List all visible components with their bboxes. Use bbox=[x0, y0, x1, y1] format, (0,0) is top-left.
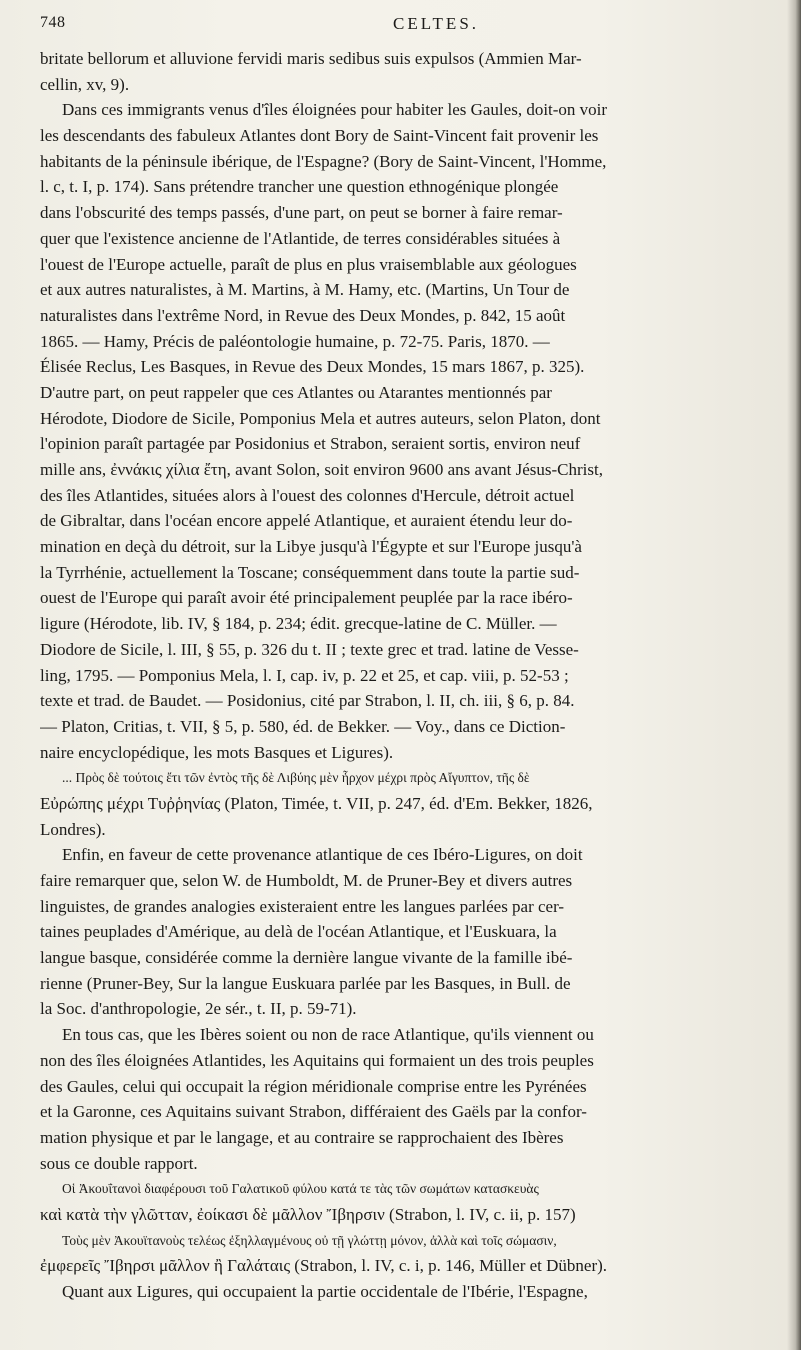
text-line: des îles Atlantides, situées alors à l'ouest des colonnes d'Hercule, détroit actuel bbox=[40, 485, 575, 505]
text-line: l. c, t. I, p. 174). Sans prétendre trancher une question ethnogénique plongée bbox=[40, 177, 559, 197]
text-line: sous ce double rapport. bbox=[40, 1153, 198, 1173]
text-line: texte et trad. de Baudet. — Posidonius, cité par Strabon, l. II, ch. iii, § 6, p. 84. bbox=[40, 691, 575, 711]
body-text bbox=[40, 46, 778, 1305]
page-header bbox=[40, 0, 780, 40]
text-line: langue basque, considérée comme la dernière langue vivante de la famille ibé- bbox=[40, 948, 573, 968]
text-line: dans l'obscurité des temps passés, d'une part, on peut se borner à faire remar- bbox=[40, 203, 563, 223]
text-line: ouest de l'Europe qui paraît avoir été principalement peuplée par la race ibéro- bbox=[40, 588, 573, 608]
text-line: ἐμφερεῖς Ἴβηρσι μᾶλλον ἢ Γαλάταις (Strabon, l. IV, c. i, p. 146, Müller et Dübner). bbox=[40, 1256, 608, 1276]
text-line: faire remarquer que, selon W. de Humboldt, M. de Pruner-Bey et divers autres bbox=[40, 871, 573, 890]
text-line: linguistes, de grandes analogies existeraient entre les langues parlées par cer- bbox=[40, 896, 565, 916]
text-line: Οἱ Ἀκουΐτανοὶ διαφέρουσι τοῦ Γαλατικοῦ φύλου κατά τε τὰς τῶν σωμάτων κατασκευὰς bbox=[62, 1181, 539, 1197]
text-line: Hérodote, Diodore de Sicile, Pomponius Mela et autres auteurs, selon Platon, dont bbox=[40, 408, 601, 428]
text-line: des Gaules, celui qui occupait la région méridionale comprise entre les Pyrénées bbox=[40, 1076, 587, 1096]
text-line: ling, 1795. — Pomponius Mela, l. I, cap. iv, p. 22 et 25, et cap. viii, p. 52-53 ; bbox=[40, 665, 569, 685]
text-line: mination en deçà du détroit, sur la Libye jusqu'à l'Égypte et sur l'Europe jusqu'à bbox=[40, 537, 582, 557]
text-line: mation physique et par le langage, et au contraire se rapprochaient des Ibères bbox=[40, 1127, 564, 1147]
text-line: naire encyclopédique, les mots Basques et Ligures). bbox=[40, 742, 394, 762]
text-line: l'ouest de l'Europe actuelle, paraît de plus en plus vraisemblable aux géologues bbox=[40, 254, 577, 274]
text-line: les descendants des fabuleux Atlantes dont Bory de Saint-Vincent fait provenir les bbox=[40, 126, 599, 146]
text-line: καὶ κατὰ τὴν γλῶτταν, ἐοίκασι δὲ μᾶλλον Ἴβηρσιν (Strabon, l. IV, c. ii, p. 157) bbox=[40, 1204, 576, 1224]
text-line: D'autre part, on peut rappeler que ces Atlantes ou Atarantes mentionnés par bbox=[40, 382, 552, 402]
text-line: Londres). bbox=[40, 819, 106, 839]
text-line: taines peuplades d'Amérique, au delà de l'océan Atlantique, et l'Euskuara, la bbox=[40, 922, 557, 942]
text-line: Εὐρώπης μέχρι Τυῤῥηνίας (Platon, Timée, t. VII, p. 247, éd. d'Em. Bekker, 1826, bbox=[40, 793, 593, 813]
text-line: Quant aux Ligures, qui occupaient la partie occidentale de l'Ibérie, l'Espagne, bbox=[62, 1282, 588, 1301]
text-line: ... Πρὸς δὲ τούτοις ἔτι τῶν ἐντὸς τῆς δὲ Λιβύης μὲν ἦρχον μέχρι πρὸς Αἴγυπτον, τῆς δὲ bbox=[62, 770, 530, 786]
text-line: mille ans, ἐννάκις χίλια ἔτη, avant Solon, soit environ 9600 ans avant Jésus-Christ, bbox=[40, 460, 603, 479]
page-edge-shadow bbox=[787, 0, 801, 1350]
text-line: habitants de la péninsule ibérique, de l'Espagne? (Bory de Saint-Vincent, l'Homme, bbox=[40, 151, 607, 171]
text-line: Diodore de Sicile, l. III, § 55, p. 326 du t. II ; texte grec et trad. latine de Vesse- bbox=[40, 639, 579, 659]
text-line: et la Garonne, ces Aquitains suivant Strabon, différaient des Gaëls par la confor- bbox=[40, 1102, 587, 1122]
text-line: Τοὺς μὲν Ἀκουϊτανοὺς τελέως ἐξηλλαγμένους οὐ τῇ γλώττῃ μόνον, ἀλλὰ καὶ τοῖς σώμασιν, bbox=[62, 1232, 557, 1248]
text-line: la Soc. d'anthropologie, 2e sér., t. II, p. 59-71). bbox=[40, 999, 357, 1019]
text-line: britate bellorum et alluvione fervidi maris sedibus suis expulsos (Ammien Mar- bbox=[40, 49, 582, 68]
text-line: Dans ces immigrants venus d'îles éloignées pour habiter les Gaules, doit-on voir bbox=[62, 100, 608, 120]
page-number: 748 bbox=[40, 14, 66, 31]
text-line: naturalistes dans l'extrême Nord, in Revue des Deux Mondes, p. 842, 15 août bbox=[40, 305, 566, 325]
text-line: l'opinion paraît partagée par Posidonius et Strabon, seraient sortis, environ neuf bbox=[40, 434, 581, 454]
text-line: cellin, xv, 9). bbox=[40, 74, 130, 94]
text-line: et aux autres naturalistes, à M. Martins, à M. Hamy, etc. (Martins, Un Tour de bbox=[40, 280, 570, 300]
running-head: CELTES. bbox=[393, 14, 480, 33]
text-line: En tous cas, que les Ibères soient ou non de race Atlantique, qu'ils viennent ou bbox=[62, 1025, 594, 1045]
text-line: 1865. — Hamy, Précis de paléontologie humaine, p. 72-75. Paris, 1870. — bbox=[40, 331, 550, 351]
text-line: quer que l'existence ancienne de l'Atlantide, de terres considérables situées à bbox=[40, 228, 561, 248]
text-line: la Tyrrhénie, actuellement la Toscane; conséquemment dans toute la partie sud- bbox=[40, 562, 580, 582]
text-line: Enfin, en faveur de cette provenance atlantique de ces Ibéro-Ligures, on doit bbox=[62, 845, 583, 865]
text-line: — Platon, Critias, t. VII, § 5, p. 580, éd. de Bekker. — Voy., dans ce Diction- bbox=[40, 716, 566, 736]
text-line: de Gibraltar, dans l'océan encore appelé Atlantique, et auraient étendu leur do- bbox=[40, 511, 573, 531]
text-line: ligure (Hérodote, lib. IV, § 184, p. 234; édit. grecque-latine de C. Müller. — bbox=[40, 614, 557, 634]
text-line: rienne (Pruner-Bey, Sur la langue Euskuara parlée par les Basques, in Bull. de bbox=[40, 973, 571, 993]
text-line: Élisée Reclus, Les Basques, in Revue des Deux Mondes, 15 mars 1867, p. 325). bbox=[40, 357, 585, 377]
text-line: non des îles éloignées Atlantides, les Aquitains qui formaient un des trois peuples bbox=[40, 1050, 594, 1070]
